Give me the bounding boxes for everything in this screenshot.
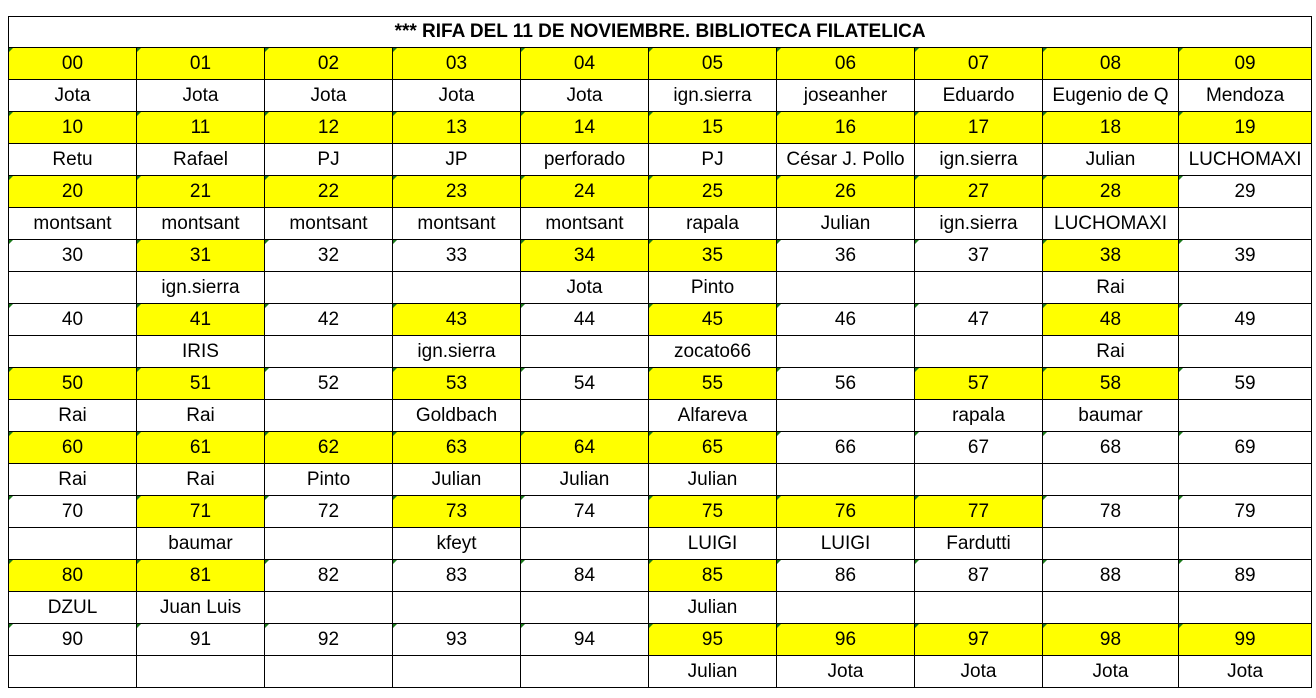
raffle-number-cell[interactable]: 47 [915,304,1043,336]
number-row [9,240,1312,272]
raffle-number-cell[interactable]: 39 [1179,240,1312,272]
participant-name-cell[interactable]: Jota [137,80,265,112]
raffle-number-cell[interactable]: 23 [393,176,521,208]
raffle-number-cell[interactable]: 11 [137,112,265,144]
participant-name-cell[interactable] [265,272,393,304]
participant-name-cell[interactable]: Rai [1043,272,1179,304]
participant-name-cell[interactable] [1179,272,1312,304]
raffle-number-cell[interactable]: 96 [777,624,915,656]
participant-name-cell[interactable] [777,336,915,368]
raffle-number-cell[interactable]: 77 [915,496,1043,528]
participant-name-cell[interactable]: Jota [9,80,137,112]
participant-name-cell[interactable]: Eugenio de Q [1043,80,1179,112]
participant-name-cell[interactable]: Goldbach [393,400,521,432]
raffle-number-cell[interactable]: 32 [265,240,393,272]
participant-name-cell[interactable]: joseanher [777,80,915,112]
raffle-number-cell[interactable]: 85 [649,560,777,592]
number-row [9,432,1312,464]
raffle-number-cell[interactable]: 89 [1179,560,1312,592]
name-row [9,144,1312,176]
raffle-number-cell[interactable]: 14 [521,112,649,144]
raffle-number-cell[interactable]: 68 [1043,432,1179,464]
participant-name-cell[interactable]: Rai [9,400,137,432]
participant-name-cell[interactable] [1043,464,1179,496]
participant-name-cell[interactable]: PJ [265,144,393,176]
participant-name-cell[interactable] [1179,592,1312,624]
raffle-number-cell[interactable]: 61 [137,432,265,464]
raffle-number-cell[interactable]: 40 [9,304,137,336]
participant-name-cell[interactable] [777,272,915,304]
raffle-number-cell[interactable]: 91 [137,624,265,656]
raffle-number-cell[interactable]: 84 [521,560,649,592]
name-row [9,80,1312,112]
participant-name-cell[interactable]: Retu [9,144,137,176]
participant-name-cell[interactable] [521,336,649,368]
raffle-number-cell[interactable]: 02 [265,48,393,80]
raffle-number-cell[interactable]: 94 [521,624,649,656]
participant-name-cell[interactable]: Jota [1179,656,1312,688]
raffle-number-cell[interactable]: 71 [137,496,265,528]
participant-name-cell[interactable]: Pinto [649,272,777,304]
participant-name-cell[interactable]: LUIGI [777,528,915,560]
raffle-number-cell[interactable]: 55 [649,368,777,400]
participant-name-cell[interactable]: montsant [521,208,649,240]
number-row [9,496,1312,528]
raffle-number-cell[interactable]: 38 [1043,240,1179,272]
raffle-number-cell[interactable]: 29 [1179,176,1312,208]
raffle-number-cell[interactable]: 74 [521,496,649,528]
participant-name-cell[interactable]: Julian [777,208,915,240]
participant-name-cell[interactable] [777,464,915,496]
raffle-number-cell[interactable]: 26 [777,176,915,208]
participant-name-cell[interactable]: Jota [1043,656,1179,688]
raffle-number-cell[interactable]: 45 [649,304,777,336]
participant-name-cell[interactable] [265,336,393,368]
participant-name-cell[interactable]: baumar [137,528,265,560]
raffle-number-cell[interactable]: 76 [777,496,915,528]
participant-name-cell[interactable] [9,272,137,304]
participant-name-cell[interactable]: Alfareva [649,400,777,432]
participant-name-cell[interactable]: ign.sierra [393,336,521,368]
raffle-number-cell[interactable]: 52 [265,368,393,400]
raffle-table [8,16,1312,688]
participant-name-cell[interactable]: Rai [137,464,265,496]
name-row [9,656,1312,688]
raffle-number-cell[interactable]: 62 [265,432,393,464]
participant-name-cell[interactable]: César J. Pollo [777,144,915,176]
participant-name-cell[interactable]: ign.sierra [137,272,265,304]
participant-name-cell[interactable] [915,336,1043,368]
raffle-number-cell[interactable]: 98 [1043,624,1179,656]
raffle-number-cell[interactable]: 53 [393,368,521,400]
participant-name-cell[interactable]: Julian [393,464,521,496]
raffle-number-cell[interactable]: 04 [521,48,649,80]
participant-name-cell[interactable]: Jota [265,80,393,112]
participant-name-cell[interactable] [1043,528,1179,560]
title-row [9,17,1312,48]
raffle-number-cell[interactable]: 18 [1043,112,1179,144]
participant-name-cell[interactable] [1179,208,1312,240]
participant-name-cell[interactable]: Jota [521,272,649,304]
name-row [9,336,1312,368]
raffle-number-cell[interactable]: 35 [649,240,777,272]
raffle-number-cell[interactable]: 93 [393,624,521,656]
participant-name-cell[interactable] [521,528,649,560]
participant-name-cell[interactable]: Rafael [137,144,265,176]
participant-name-cell[interactable]: Rai [137,400,265,432]
raffle-number-cell[interactable]: 17 [915,112,1043,144]
participant-name-cell[interactable]: ign.sierra [915,144,1043,176]
name-row [9,208,1312,240]
raffle-number-cell[interactable]: 79 [1179,496,1312,528]
raffle-number-cell[interactable]: 60 [9,432,137,464]
name-row [9,400,1312,432]
raffle-number-cell[interactable]: 75 [649,496,777,528]
raffle-number-cell[interactable]: 57 [915,368,1043,400]
participant-name-cell[interactable]: montsant [137,208,265,240]
raffle-number-cell[interactable]: 06 [777,48,915,80]
participant-name-cell[interactable]: Julian [1043,144,1179,176]
participant-name-cell[interactable]: Pinto [265,464,393,496]
participant-name-cell[interactable]: baumar [1043,400,1179,432]
raffle-number-cell[interactable]: 20 [9,176,137,208]
raffle-number-cell[interactable]: 92 [265,624,393,656]
participant-name-cell[interactable] [1179,400,1312,432]
participant-name-cell[interactable] [521,656,649,688]
raffle-number-cell[interactable]: 87 [915,560,1043,592]
participant-name-cell[interactable]: Jota [777,656,915,688]
participant-name-cell[interactable] [265,656,393,688]
raffle-number-cell[interactable]: 64 [521,432,649,464]
raffle-number-cell[interactable]: 05 [649,48,777,80]
participant-name-cell[interactable] [521,592,649,624]
raffle-number-cell[interactable]: 48 [1043,304,1179,336]
raffle-number-cell[interactable]: 41 [137,304,265,336]
participant-name-cell[interactable] [137,656,265,688]
raffle-number-cell[interactable]: 44 [521,304,649,336]
raffle-number-cell[interactable]: 22 [265,176,393,208]
number-row [9,112,1312,144]
raffle-number-cell[interactable]: 86 [777,560,915,592]
raffle-number-cell[interactable]: 51 [137,368,265,400]
participant-name-cell[interactable]: rapala [915,400,1043,432]
raffle-number-cell[interactable]: 69 [1179,432,1312,464]
participant-name-cell[interactable]: LUIGI [649,528,777,560]
raffle-number-cell[interactable]: 24 [521,176,649,208]
raffle-number-cell[interactable]: 65 [649,432,777,464]
participant-name-cell[interactable] [393,592,521,624]
participant-name-cell[interactable]: LUCHOMAXI [1179,144,1312,176]
raffle-number-cell[interactable]: 97 [915,624,1043,656]
raffle-number-cell[interactable]: 10 [9,112,137,144]
raffle-number-cell[interactable]: 27 [915,176,1043,208]
participant-name-cell[interactable]: DZUL [9,592,137,624]
participant-name-cell[interactable]: Jota [915,656,1043,688]
participant-name-cell[interactable]: Fardutti [915,528,1043,560]
participant-name-cell[interactable]: Julian [521,464,649,496]
participant-name-cell[interactable]: Juan Luis [137,592,265,624]
raffle-number-cell[interactable]: 03 [393,48,521,80]
raffle-number-cell[interactable]: 16 [777,112,915,144]
participant-name-cell[interactable]: montsant [9,208,137,240]
raffle-number-cell[interactable]: 82 [265,560,393,592]
participant-name-cell[interactable]: Julian [649,656,777,688]
name-row [9,464,1312,496]
raffle-number-cell[interactable]: 46 [777,304,915,336]
raffle-number-cell[interactable]: 19 [1179,112,1312,144]
raffle-number-cell[interactable]: 50 [9,368,137,400]
participant-name-cell[interactable] [265,528,393,560]
participant-name-cell[interactable] [777,592,915,624]
name-row [9,272,1312,304]
participant-name-cell[interactable]: ign.sierra [915,208,1043,240]
raffle-number-cell[interactable]: 78 [1043,496,1179,528]
raffle-number-cell[interactable]: 59 [1179,368,1312,400]
participant-name-cell[interactable]: Julian [649,592,777,624]
participant-name-cell[interactable]: PJ [649,144,777,176]
raffle-number-cell[interactable]: 90 [9,624,137,656]
participant-name-cell[interactable] [393,656,521,688]
participant-name-cell[interactable]: zocato66 [649,336,777,368]
raffle-number-cell[interactable]: 58 [1043,368,1179,400]
participant-name-cell[interactable] [9,336,137,368]
participant-name-cell[interactable]: JP [393,144,521,176]
number-row [9,48,1312,80]
participant-name-cell[interactable]: perforado [521,144,649,176]
raffle-number-cell[interactable]: 25 [649,176,777,208]
participant-name-cell[interactable]: Eduardo [915,80,1043,112]
participant-name-cell[interactable] [915,464,1043,496]
raffle-number-cell[interactable]: 43 [393,304,521,336]
raffle-number-cell[interactable]: 01 [137,48,265,80]
participant-name-cell[interactable] [393,272,521,304]
raffle-number-cell[interactable]: 56 [777,368,915,400]
participant-name-cell[interactable]: Rai [9,464,137,496]
raffle-number-cell[interactable]: 12 [265,112,393,144]
raffle-number-cell[interactable]: 30 [9,240,137,272]
raffle-number-cell[interactable]: 07 [915,48,1043,80]
participant-name-cell[interactable] [1179,336,1312,368]
participant-name-cell[interactable]: IRIS [137,336,265,368]
participant-name-cell[interactable] [9,528,137,560]
participant-name-cell[interactable] [9,656,137,688]
raffle-number-cell[interactable]: 42 [265,304,393,336]
raffle-number-cell[interactable]: 13 [393,112,521,144]
participant-name-cell[interactable]: Julian [649,464,777,496]
participant-name-cell[interactable]: rapala [649,208,777,240]
raffle-number-cell[interactable]: 99 [1179,624,1312,656]
raffle-number-cell[interactable]: 37 [915,240,1043,272]
participant-name-cell[interactable] [265,400,393,432]
number-row [9,560,1312,592]
raffle-number-cell[interactable]: 21 [137,176,265,208]
participant-name-cell[interactable] [1179,528,1312,560]
participant-name-cell[interactable]: Mendoza [1179,80,1312,112]
participant-name-cell[interactable]: LUCHOMAXI [1043,208,1179,240]
raffle-number-cell[interactable]: 54 [521,368,649,400]
raffle-number-cell[interactable]: 49 [1179,304,1312,336]
raffle-number-cell[interactable]: 67 [915,432,1043,464]
raffle-number-cell[interactable]: 81 [137,560,265,592]
raffle-number-cell[interactable]: 36 [777,240,915,272]
raffle-number-cell[interactable]: 73 [393,496,521,528]
participant-name-cell[interactable] [1043,592,1179,624]
raffle-number-cell[interactable]: 09 [1179,48,1312,80]
number-row [9,368,1312,400]
raffle-number-cell[interactable]: 70 [9,496,137,528]
raffle-number-cell[interactable]: 33 [393,240,521,272]
raffle-number-cell[interactable]: 00 [9,48,137,80]
number-row [9,624,1312,656]
participant-name-cell[interactable] [915,592,1043,624]
participant-name-cell[interactable] [521,400,649,432]
raffle-number-cell[interactable]: 08 [1043,48,1179,80]
raffle-number-cell[interactable]: 66 [777,432,915,464]
raffle-number-cell[interactable]: 34 [521,240,649,272]
raffle-number-cell[interactable]: 80 [9,560,137,592]
name-row [9,528,1312,560]
participant-name-cell[interactable] [777,400,915,432]
participant-name-cell[interactable]: Rai [1043,336,1179,368]
raffle-number-cell[interactable]: 28 [1043,176,1179,208]
raffle-number-cell[interactable]: 83 [393,560,521,592]
participant-name-cell[interactable] [265,592,393,624]
number-row [9,304,1312,336]
participant-name-cell[interactable]: ign.sierra [649,80,777,112]
number-row [9,176,1312,208]
participant-name-cell[interactable] [915,272,1043,304]
sheet-title[interactable]: *** RIFA DEL 11 DE NOVIEMBRE. BIBLIOTECA FILATELICA [9,17,1312,48]
raffle-number-cell[interactable]: 88 [1043,560,1179,592]
raffle-number-cell[interactable]: 95 [649,624,777,656]
raffle-number-cell[interactable]: 63 [393,432,521,464]
raffle-number-cell[interactable]: 31 [137,240,265,272]
raffle-number-cell[interactable]: 15 [649,112,777,144]
participant-name-cell[interactable]: montsant [265,208,393,240]
participant-name-cell[interactable]: Jota [393,80,521,112]
participant-name-cell[interactable] [1179,464,1312,496]
name-row [9,592,1312,624]
participant-name-cell[interactable]: Jota [521,80,649,112]
participant-name-cell[interactable]: kfeyt [393,528,521,560]
raffle-number-cell[interactable]: 72 [265,496,393,528]
participant-name-cell[interactable]: montsant [393,208,521,240]
